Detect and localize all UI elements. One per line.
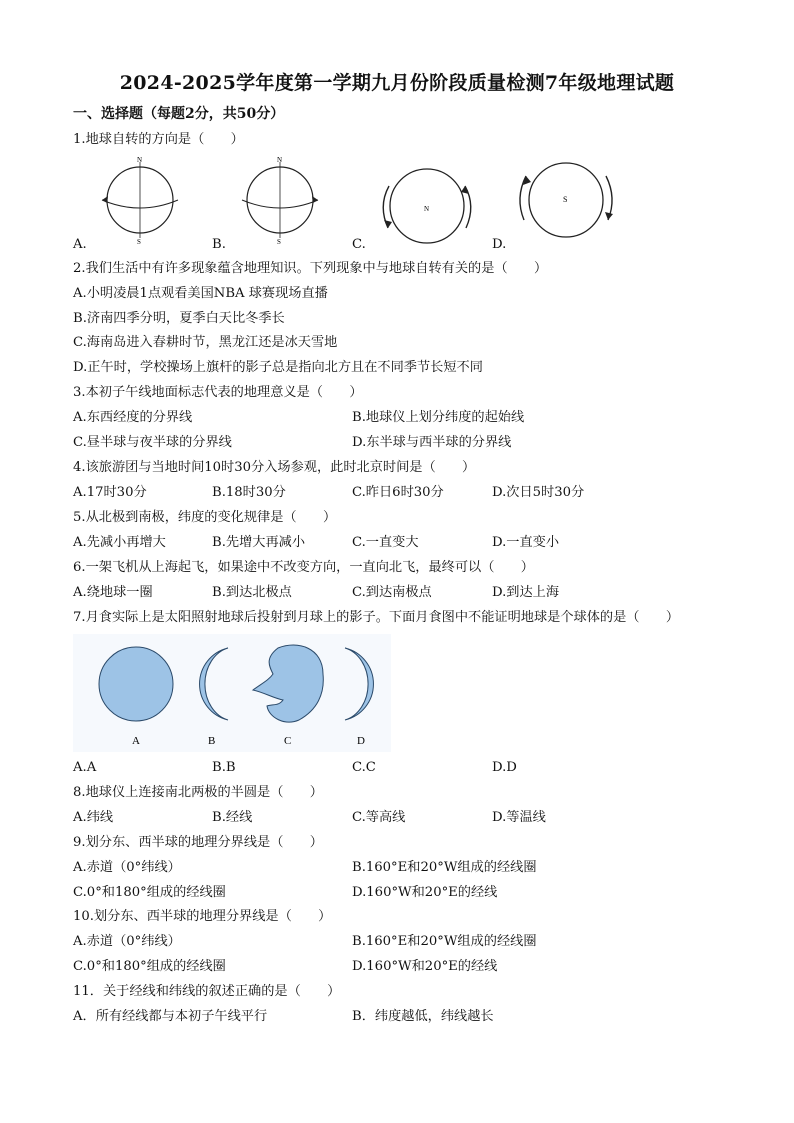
q10-option-b[interactable]: B.160°E和20°W组成的经线圈: [352, 934, 537, 949]
figure-label-b: B: [208, 735, 216, 747]
question-5-stem: 5.从北极到南极，纬度的变化规律是（ ）: [73, 510, 337, 525]
q4-option-b[interactable]: B.18时30分: [212, 485, 286, 500]
figure-label-d: D: [357, 735, 365, 747]
q3-option-a[interactable]: A.东西经度的分界线: [73, 410, 193, 425]
question-9-stem: 9.划分东、西半球的地理分界线是（ ）: [73, 835, 323, 850]
q1-option-c[interactable]: C.: [352, 237, 366, 252]
q9-option-b[interactable]: B.160°E和20°W组成的经线圈: [352, 860, 537, 875]
question-10-stem: 10.划分东、西半球的地理分界线是（ ）: [73, 909, 332, 924]
question-2-stem: 2.我们生活中有许多现象蕴含地理知识。下列现象中与地球自转有关的是（ ）: [73, 261, 548, 276]
q2-option-a[interactable]: A.小明凌晨1点观看美国NBA 球赛现场直播: [73, 286, 328, 301]
q6-option-a[interactable]: A.绕地球一圈: [73, 585, 153, 600]
q6-option-d[interactable]: D.到达上海: [492, 585, 560, 600]
q1-option-a[interactable]: A.: [73, 237, 87, 252]
q8-option-c[interactable]: C.等高线: [352, 810, 406, 825]
north-pole-label: N: [424, 205, 430, 213]
globe-figure-d: [510, 158, 620, 246]
q5-option-a[interactable]: A.先减小再增大: [73, 535, 166, 550]
globe-figure-c: [372, 162, 482, 248]
q9-option-c[interactable]: C.0°和180°组成的经线圈: [73, 885, 226, 900]
question-6-stem: 6.一架飞机从上海起飞，如果途中不改变方向，一直向北飞，最终可以（ ）: [73, 560, 534, 575]
question-1-stem: 1.地球自转的方向是（ ）: [73, 132, 244, 147]
lunar-eclipse-figure: [73, 634, 391, 752]
north-label: N: [137, 156, 143, 164]
q3-option-d[interactable]: D.东半球与西半球的分界线: [352, 435, 512, 450]
q4-option-d[interactable]: D.次日5时30分: [492, 485, 585, 500]
moon-shape-a: [99, 647, 173, 721]
q4-option-c[interactable]: C.昨日6时30分: [352, 485, 444, 500]
figure-label-c: C: [284, 735, 292, 747]
globe-figure-a: [92, 154, 192, 246]
globe-figure-b: [232, 154, 332, 246]
question-8-stem: 8.地球仪上连接南北两极的半圆是（ ）: [73, 785, 323, 800]
question-3-stem: 3.本初子午线地面标志代表的地理意义是（ ）: [73, 385, 363, 400]
q8-option-d[interactable]: D.等温线: [492, 810, 546, 825]
q5-option-b[interactable]: B.先增大再减小: [212, 535, 306, 550]
q5-option-d[interactable]: D.一直变小: [492, 535, 560, 550]
q10-option-a[interactable]: A.赤道（0°纬线）: [73, 934, 181, 949]
south-label: S: [137, 238, 141, 246]
question-4-stem: 4.该旅游团与当地时间10时30分入场参观，此时北京时间是（ ）: [73, 460, 476, 475]
page-title: 2024-2025学年度第一学期九月份阶段质量检测7年级地理试题: [119, 72, 675, 94]
q6-option-c[interactable]: C.到达南极点: [352, 585, 432, 600]
question-7-stem: 7.月食实际上是太阳照射地球后投射到月球上的影子。下面月食图中不能证明地球是个球体的是（ ）: [73, 610, 680, 625]
q7-option-b[interactable]: B.B: [212, 760, 236, 775]
q3-option-c[interactable]: C.昼半球与夜半球的分界线: [73, 435, 232, 450]
q2-option-b[interactable]: B.济南四季分明，夏季白天比冬季长: [73, 311, 285, 326]
q7-option-a[interactable]: A.A: [73, 760, 97, 775]
q2-option-d[interactable]: D.正午时，学校操场上旗杆的影子总是指向北方且在不同季节长短不同: [73, 360, 483, 375]
q9-option-a[interactable]: A.赤道（0°纬线）: [73, 860, 181, 875]
north-label: N: [277, 156, 283, 164]
section-heading: 一、选择题（每题2分，共50分）: [73, 106, 285, 122]
figure-label-a: A: [132, 735, 140, 747]
q2-option-c[interactable]: C.海南岛进入春耕时节，黑龙江还是冰天雪地: [73, 335, 338, 350]
q11-option-a[interactable]: A．所有经线都与本初子午线平行: [73, 1009, 268, 1024]
q7-option-d[interactable]: D.D: [492, 760, 517, 775]
q10-option-d[interactable]: D.160°W和20°E的经线: [352, 959, 498, 974]
q8-option-b[interactable]: B.经线: [212, 810, 253, 825]
q1-option-d[interactable]: D.: [492, 237, 507, 252]
q3-option-b[interactable]: B.地球仪上划分纬度的起始线: [352, 410, 525, 425]
q10-option-c[interactable]: C.0°和180°组成的经线圈: [73, 959, 226, 974]
south-label: S: [277, 238, 281, 246]
q5-option-c[interactable]: C.一直变大: [352, 535, 419, 550]
south-pole-label: S: [563, 195, 568, 204]
q1-option-b[interactable]: B.: [212, 237, 226, 252]
q11-option-b[interactable]: B．纬度越低，纬线越长: [352, 1009, 494, 1024]
question-11-stem: 11．关于经线和纬线的叙述正确的是（ ）: [73, 984, 341, 999]
q4-option-a[interactable]: A.17时30分: [73, 485, 147, 500]
q9-option-d[interactable]: D.160°W和20°E的经线: [352, 885, 498, 900]
q7-option-c[interactable]: C.C: [352, 760, 376, 775]
q8-option-a[interactable]: A.纬线: [73, 810, 114, 825]
q6-option-b[interactable]: B.到达北极点: [212, 585, 292, 600]
